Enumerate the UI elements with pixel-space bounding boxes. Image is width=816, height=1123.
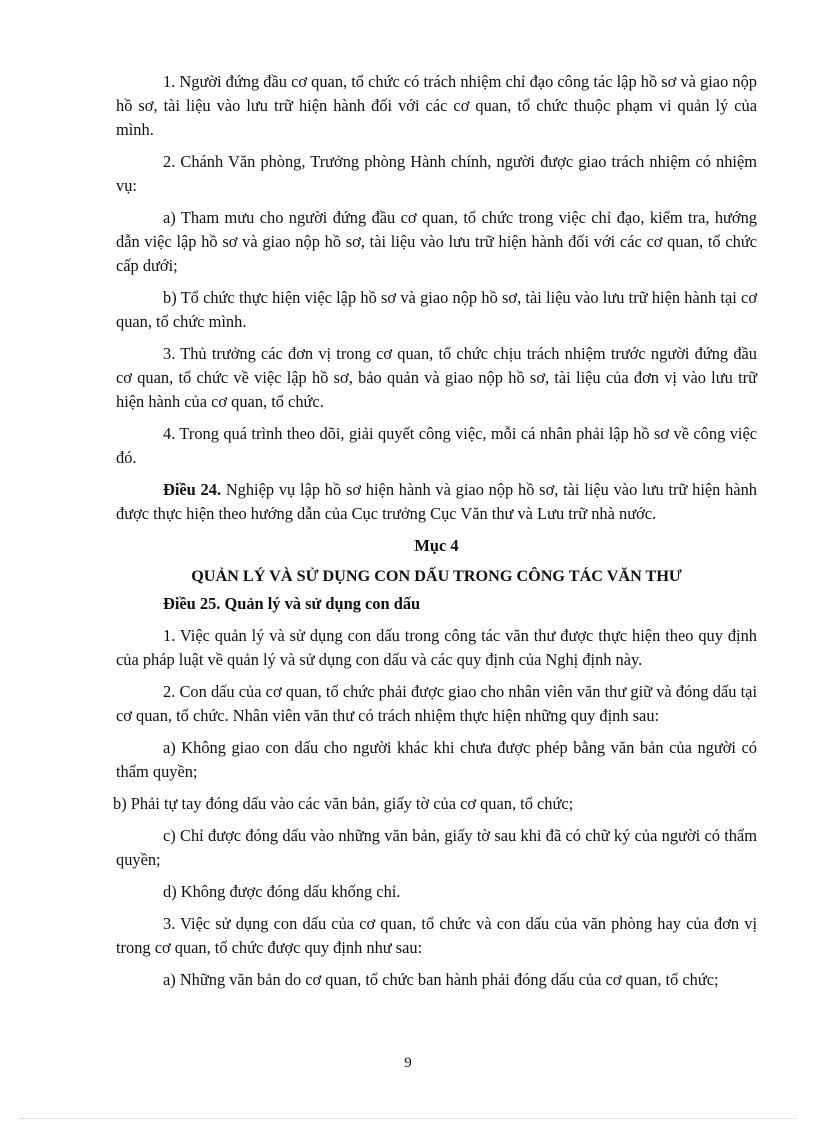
paragraph-25-2d: d) Không được đóng dấu khống chỉ. [163, 882, 401, 901]
page-bottom-divider [20, 1118, 796, 1119]
paragraph-23-2: 2. Chánh Văn phòng, Trưởng phòng Hành chính, người được giao trách nhiệm có nhiệm vụ: [116, 152, 757, 195]
section-number: Mục 4 [414, 536, 459, 555]
article-24-text: Nghiệp vụ lập hồ sơ hiện hành và giao nộp hồ sơ, tài liệu vào lưu trữ hiện hành được thực hiện theo hướng dẫn của Cục trưởng Cục Văn thư và Lưu trữ nhà nước. [116, 480, 757, 523]
article-24 [116, 478, 757, 526]
article-25-heading: Điều 25. Quản lý và sử dụng con dấu [163, 594, 421, 613]
paragraph-25-2: 2. Con dấu của cơ quan, tổ chức phải được giao cho nhân viên văn thư giữ và đóng dấu tại cơ quan, tổ chức. Nhân viên văn thư có trách nhiệm thực hiện những quy định sau: [116, 682, 757, 725]
paragraph-23-2b: b) Tổ chức thực hiện việc lập hồ sơ và giao nộp hồ sơ, tài liệu vào lưu trữ hiện hành tại cơ quan, tổ chức mình. [116, 288, 757, 331]
paragraph-25-2b: b) Phải tự tay đóng dấu vào các văn bản, giấy tờ của cơ quan, tổ chức; [113, 794, 574, 813]
paragraph-25-2c: c) Chỉ được đóng dấu vào những văn bản, giấy tờ sau khi đã có chữ ký của người có thẩm quyền; [116, 826, 757, 869]
paragraph-25-2a: a) Không giao con dấu cho người khác khi chưa được phép bằng văn bản của người có thẩm quyền; [116, 738, 757, 781]
paragraph-25-3a: a) Những văn bản do cơ quan, tổ chức ban hành phải đóng dấu của cơ quan, tổ chức; [163, 970, 719, 989]
paragraph-25-3: 3. Việc sử dụng con dấu của cơ quan, tổ chức và con dấu của văn phòng hay của đơn vị trong cơ quan, tổ chức được quy định như sau: [116, 914, 757, 957]
paragraph-25-1: 1. Việc quản lý và sử dụng con dấu trong công tác văn thư được thực hiện theo quy định của pháp luật về quản lý và sử dụng con dấu và các quy định của Nghị định này. [116, 626, 757, 669]
paragraph-23-2a: a) Tham mưu cho người đứng đầu cơ quan, tổ chức trong việc chỉ đạo, kiểm tra, hướng dẫn việc lập hồ sơ và giao nộp hồ sơ, tài liệu vào lưu trữ hiện hành đối với các cơ quan, tổ chức cấp dưới; [116, 208, 757, 275]
paragraph-23-1: 1. Người đứng đầu cơ quan, tổ chức có trách nhiệm chỉ đạo công tác lập hồ sơ và giao nộp hồ sơ, tài liệu vào lưu trữ hiện hành đối với các cơ quan, tổ chức thuộc phạm vi quản lý của mình. [116, 72, 757, 139]
article-24-label: Điều 24. [163, 480, 222, 499]
paragraph-23-3: 3. Thủ trưởng các đơn vị trong cơ quan, tổ chức chịu trách nhiệm trước người đứng đầu cơ quan, tổ chức về việc lập hồ sơ, bảo quản và giao nộp hồ sơ, tài liệu của đơn vị vào lưu trữ hiện hành của cơ quan, tổ chức. [116, 344, 757, 411]
paragraph-23-4: 4. Trong quá trình theo dõi, giải quyết công việc, mỗi cá nhân phải lập hồ sơ về công việc đó. [116, 424, 757, 467]
section-title: QUẢN LÝ VÀ SỬ DỤNG CON DẤU TRONG CÔNG TÁC VĂN THƯ [191, 567, 682, 585]
page-number: 9 [404, 1055, 412, 1071]
document-page [113, 70, 757, 1000]
